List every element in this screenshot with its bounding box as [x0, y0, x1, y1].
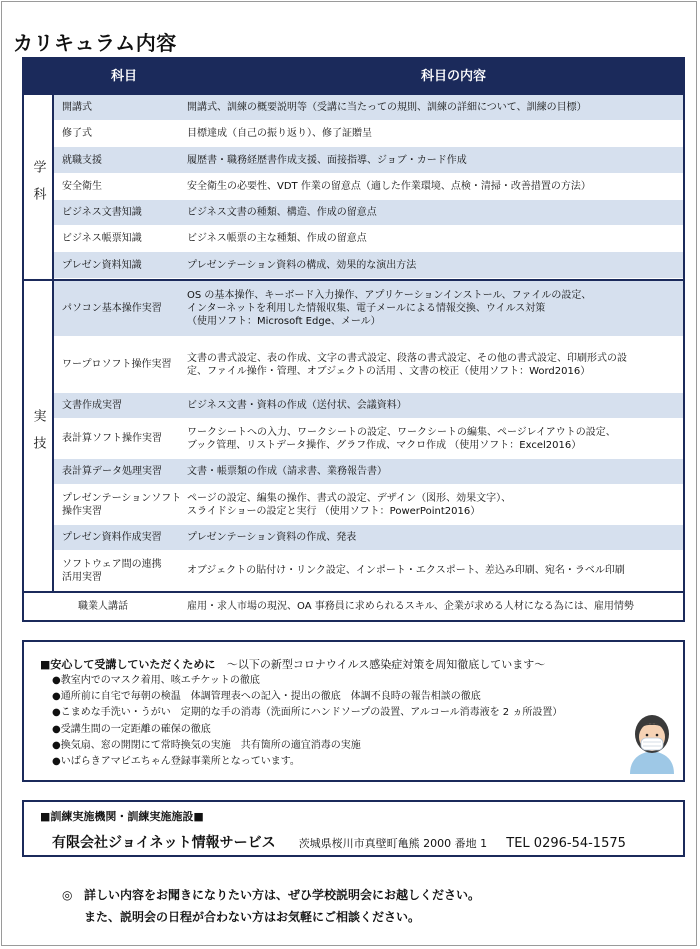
row-content: プレゼンテーション資料の作成、発表 [187, 532, 357, 543]
covid-title: ■安心して受講していただくために [40, 658, 216, 671]
table-row [54, 525, 683, 551]
row-content: ページの設定、編集の操作、書式の設定、デザイン（図形、効果文字）、 スライドショーの設定と実行 （使用ソフト：PowerPoint2016） [187, 492, 512, 517]
row-subject: 就職支援 [62, 154, 102, 166]
row-content: 目標達成（自己の振り返り）、修了証贈呈 [187, 128, 372, 139]
row-subject: プレゼンテーションソフト 操作実習 [62, 492, 182, 517]
table-header [24, 59, 683, 95]
covid-measures-box [22, 640, 685, 782]
row-subject: 文書作成実習 [62, 400, 122, 411]
row-subject: ビジネス帳票知識 [62, 233, 142, 244]
table-row [54, 485, 683, 525]
table-row [54, 200, 683, 226]
double-circle-icon: ◎ [62, 888, 73, 902]
table-row [54, 459, 683, 485]
facility-heading: ■訓練実施機関・訓練実施施設■ [40, 810, 204, 823]
group-practical [24, 281, 683, 591]
row-subject: プレゼン資料作成実習 [62, 532, 162, 543]
table-row-lecture [24, 593, 683, 620]
table-row [54, 281, 683, 337]
list-item: ● 通所前に自宅で毎朝の検温 体調管理表への記入・提出の徹底 体調不良時の報告相談の徹底 [52, 689, 562, 705]
row-subject: ワープロソフト操作実習 [62, 359, 172, 370]
list-item: ● 換気扇、窓の開閉にて常時換気の実施 共有箇所の適宜消毒の実施 [52, 738, 562, 754]
facility-box [22, 800, 685, 857]
table-row [54, 551, 683, 591]
row-subject: 開講式 [62, 102, 92, 113]
header-subject: 科目 [110, 69, 137, 84]
table-row [54, 95, 683, 121]
row-content: ビジネス文書・資料の作成（送付状、会議資料） [187, 400, 407, 411]
group-label-academic: 学科 [24, 95, 54, 279]
header-content: 科目の内容 [420, 69, 486, 84]
row-subject: 職業人講話 [78, 600, 128, 612]
row-content: プレゼンテーション資料の構成、効果的な演出方法 [187, 259, 417, 271]
list-item: ● いばらきアマビエちゃん登録事業所となっています。 [52, 754, 562, 770]
facility-address: 茨城県桜川市真壁町亀熊 2000 番地 1 [298, 837, 488, 850]
row-content: OS の基本操作、キーボード入力操作、アプリケーションインストール、ファイルの設定、 インターネットを利用した情報収集、電子メールによる情報交換、ウイルス対策 （使用ソフト：Microsoft Edge、メール） [187, 290, 592, 327]
list-item: ● こまめな手洗い・うがい 定期的な手の消毒（洗面所にハンドソープの設置、アルコール消毒液を 2 ヵ所設置） [52, 705, 562, 721]
row-subject: 修了式 [62, 128, 92, 139]
page-title: カリキュラム内容 [13, 31, 177, 55]
table-row [54, 121, 683, 147]
table-row [54, 393, 683, 419]
table-row [54, 337, 683, 393]
row-content: ビジネス帳票の主な種類、作成の留意点 [187, 233, 367, 244]
curriculum-table [22, 57, 685, 622]
row-content: 履歴書・職務経歴書作成支援、面接指導、ジョブ・カード作成 [187, 154, 467, 166]
list-item: ● 教室内でのマスク着用、咳エチケットの徹底 [52, 673, 562, 689]
row-subject: 安全衛生 [62, 181, 102, 192]
row-content: 文書・帳票類の作成（請求書、業務報告書） [187, 466, 387, 477]
table-row [54, 174, 683, 200]
covid-list [52, 673, 562, 770]
group-academic [24, 95, 683, 279]
covid-subtitle: ～以下の新型コロナウイルス感染症対策を周知徹底しています～ [226, 658, 546, 671]
masked-person-illustration [624, 704, 680, 774]
row-subject: 表計算データ処理実習 [62, 466, 162, 477]
note-line-2: また、説明会の日程が合わない方はお気軽にご相談ください。 [84, 910, 421, 924]
list-item: ● 受講生間の一定距離の確保の徹底 [52, 722, 562, 738]
table-row [54, 147, 683, 174]
table-row [54, 226, 683, 252]
covid-heading [40, 656, 545, 672]
row-content: 安全衛生の必要性、VDT 作業の留意点（適した作業環境、点検・清掃・改善措置の方法） [187, 181, 591, 192]
row-content: オブジェクトの貼付け・リンク設定、インポート・エクスポート、差込み印刷、宛名・ラベル印刷 [187, 565, 625, 576]
row-subject: ソフトウェア間の連携 活用実習 [62, 558, 162, 583]
info-session-note [62, 884, 480, 928]
row-subject: パソコン基本操作実習 [62, 303, 162, 314]
row-subject: ビジネス文書知識 [62, 207, 142, 218]
table-row [54, 252, 683, 279]
row-subject: 表計算ソフト操作実習 [62, 433, 162, 444]
facility-tel: TEL 0296-54-1575 [506, 836, 626, 851]
row-content: 文書の書式設定、表の作成、文字の書式設定、段落の書式設定、その他の書式設定、印刷形式の設 定、ファイル操作・管理、オブジェクトの活用 、文書の校正（使用ソフト：Word2016） [187, 352, 627, 377]
organization-name: 有限会社ジョイネット情報サービス [52, 835, 276, 851]
note-line-1: 詳しい内容をお聞きになりたい方は、ぜひ学校説明会にお越しください。 [84, 888, 481, 902]
row-content: ビジネス文書の種類、構造、作成の留意点 [187, 207, 377, 218]
facility-info [52, 832, 626, 852]
group-label-practical: 実技 [24, 281, 54, 591]
row-content: 雇用・求人市場の現況、OA 事務員に求められるスキル、企業が求める人材になる為には、雇用情勢 [187, 600, 634, 612]
table-row [54, 419, 683, 459]
row-content: 開講式、訓練の概要説明等（受講に当たっての規則、訓練の詳細について、訓練の目標） [187, 102, 587, 113]
row-subject: プレゼン資料知識 [62, 259, 142, 271]
row-content: ワークシートへの入力、ワークシートの設定、ワークシートの編集、ページレイアウトの設定、 ブック管理、リストデータ操作、グラフ作成、マクロ作成 （使用ソフト：Excel2016） [187, 426, 616, 451]
